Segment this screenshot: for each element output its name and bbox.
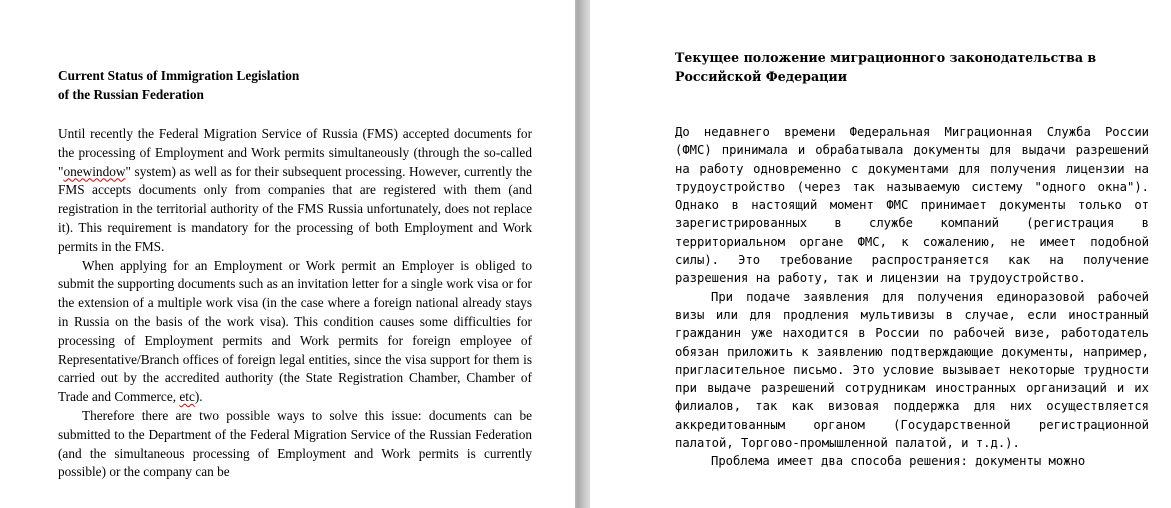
- right-page-title: [675, 48, 1115, 86]
- right-body-text: [675, 123, 1149, 471]
- left-document-page: [0, 0, 575, 508]
- left-p2-text-a: When applying for an Employment or Work permit an Employer is obliged to submit the supporting documents such as an invitation letter for a single work visa or for the extension of a multiple work visa (in the case where a foreign national already stays in Russia on the basis of the work visa). This condition causes some difficulties for processing of Employment permits and Work permits for foreign employee of Representative/Branch offices of foreign legal entities, since the visa support for them is carried out by the accredited authority (the State Registration Chamber, Chamber of Trade and Commerce,: [58, 257, 532, 405]
- right-paragraph-2: При подаче заявления для получения единоразовой рабочей визы или для продления мультивизы в случае, если иностранный гражданин уже находится в России по рабочей визе, работодатель обязан приложить к заявлению подтверждающие документы, например, пригласительное письмо. Это условие вызывает некоторые трудности при выдаче разрешений сотрудникам иностранных организаций и их филиалов, так как визовая поддержка для них осуществляется аккредитованным органом (Государственной регистрационной палатой, Торгово-промышленной палатой, и т.д.).: [675, 289, 1149, 451]
- right-title-line2: Российской Федерации: [675, 69, 848, 84]
- misspelled-word[interactable]: etc: [179, 389, 195, 405]
- misspelled-word[interactable]: onewindow: [63, 163, 126, 179]
- left-p1-text-b: " system) as well as for their subsequent processing. However, currently the FMS accepts documents only from companies that are registered with them (and registration in the territorial authority of the FMS Russia unfortunately, does not replace it). This requirement is mandatory for the processing of both Employment and Work permits in the FMS.: [58, 163, 532, 254]
- right-paragraph-1: До недавнего времени Федеральная Миграционная Служба России (ФМС) принимала и обрабатывала документы для выдачи разрешений на работу одновременно с документами для получения лицензии на трудоустройство (через так называемую систему "одного окна"). Однако в настоящий момент ФМС принимает документы только от зарегистрированных в службе компаний (регистрация в территориальном органе ФМС, к сожалению, не имеет подобной силы). Это требование распространяется как на получение разрешения на работу, так и лицензии на трудоустройство.: [675, 125, 1149, 286]
- left-paragraph-1: [58, 125, 532, 257]
- left-page-title: [58, 66, 528, 104]
- right-title-line1: Текущее положение миграционного законодательства в: [675, 50, 1097, 65]
- right-paragraph-3: Проблема имеет два способа решения: документы можно: [711, 454, 1086, 469]
- right-document-page: [590, 0, 1171, 508]
- left-paragraph-2: [58, 257, 532, 407]
- left-title-line2: of the Russian Federation: [58, 87, 204, 102]
- page-gutter: [575, 0, 590, 508]
- left-p2-text-b: ).: [194, 389, 203, 405]
- left-p1-text-a: Until recently the Federal Migration Service of Russia (FMS) accepted documents for the processing of Employment and Work permits simultaneously (through the so-called ": [58, 126, 532, 179]
- left-body-text: [58, 125, 532, 482]
- left-paragraph-3: Therefore there are two possible ways to solve this issue: documents can be submitted to the Department of the Federal Migration Service of the Russian Federation (and the simultaneous processing of Employment and Work permits is currently possible) or the company can be: [58, 407, 532, 480]
- left-title-line1: Current Status of Immigration Legislation: [58, 68, 300, 83]
